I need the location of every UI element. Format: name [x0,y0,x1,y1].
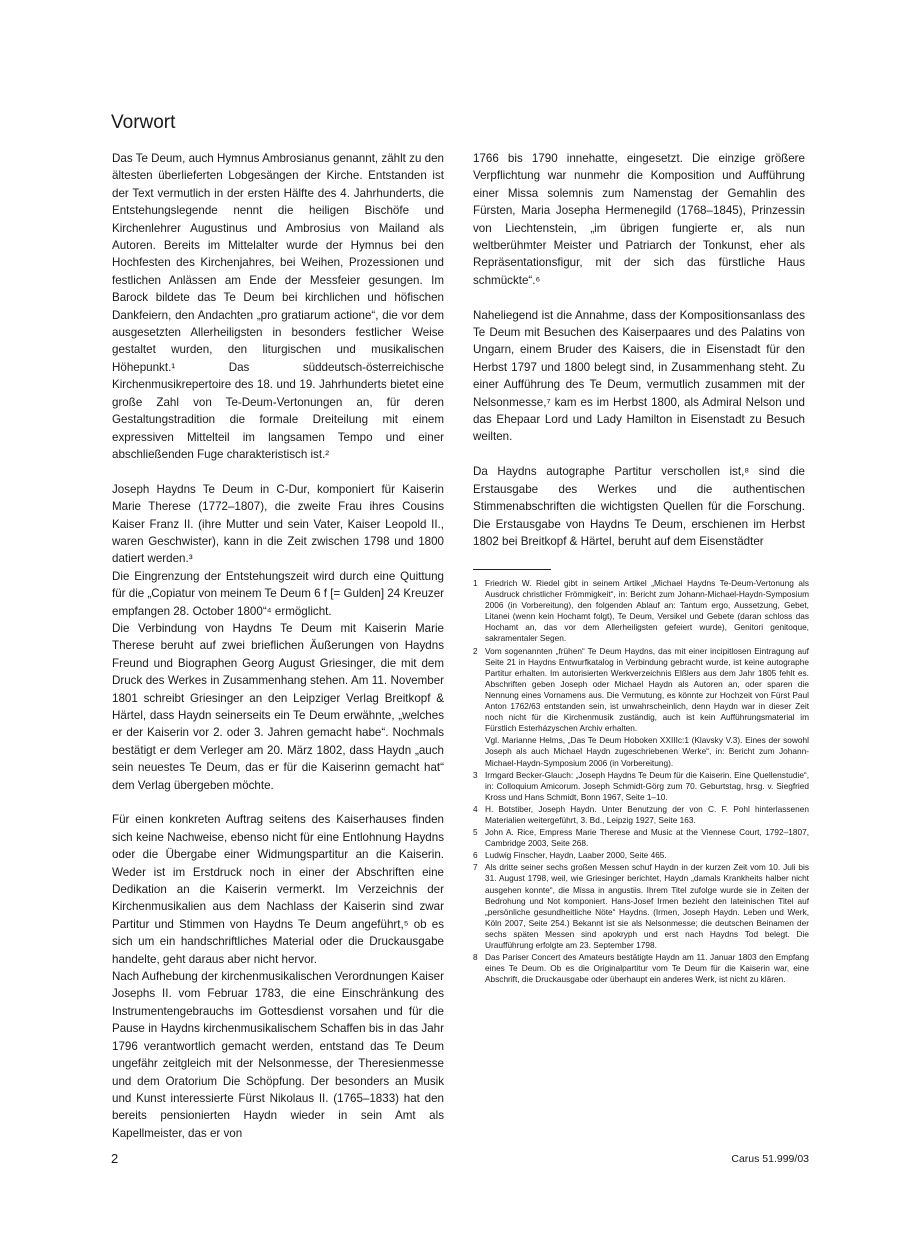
footnote [473,827,809,849]
footnote [473,862,809,951]
footnote-text: Als dritte seiner sechs großen Messen schuf Haydn in der kurzen Zeit vom 10. Juli bis 31. August 1798, weil, wie Griesinger berichtet, Haydn „damals Krankheits halber nicht ausgehen konnte“, die Missa in angustiis. Ihrem Titel zufolge wurde sie in Zeiten der Bedrohung und Not komponiert. Hans-Josef Irmen bezieht den lateinischen Titel auf „persönliche gesundheitliche Nöte“ Haydns. (Irmen, Joseph Haydn. Leben und Werk, Köln 2007, Seite 254.) Bekannt ist sie als Nelsonmesse; die deutschen Beinamen der sechs späten Messen sind apokryph und erst nach Haydns Tod belegt. Die Uraufführung erfolgte am 23. September 1798. [485,862,809,950]
page-title: Vorwort [111,112,176,133]
paragraph: Die Verbindung von Haydns Te Deum mit Kaiserin Marie Therese beruht auf zwei brieflichen Äußerungen von Haydns Freund und Biographen Georg August Griesinger, die mit dem Druck des Werkes in Zusammenhang stehen. Am 11. November 1801 schreibt Griesinger an den Leipziger Verlag Breitkopf & Härtel, dass Haydn seinerseits ein Te Deum erwähnte, „welches er der Kaiserin vor 2. oder 3. Jahren gemacht habe“. Nochmals bestätigt er dem Verleger am 20. März 1802, dass Haydn „auch sein neuestes Te Deum, das er für die Kaiserinn gemacht hat“ dem Verlag übergeben möchte. [112,621,444,792]
paragraph: Da Haydns autographe Partitur verschollen ist,⁸ sind die Erstausgabe des Werkes und die authentischen Stimmenabschriften die wichtigsten Quellen für die Forschung. Die Erstausgabe von Haydns Te Deum, erschienen im Herbst 1802 bei Breitkopf & Härtel, beruht auf dem Eisenstädter [473,465,805,548]
paragraph: Nach Aufhebung der kirchenmusikalischen Verordnungen Kaiser Josephs II. vom Februar 1783, die eine Einschränkung des Instrumentengebrauchs im Gottesdienst vorsahen und für die Pause in Haydns kirchenmusikalischem Schaffen bis in das Jahr 1796 verantwortlich gemacht werden, entstand das Te Deum ungefähr zeitgleich mit der Nelsonmesse, der Theresienmesse und dem Oratorium Die Schöpfung. Der besonders an Musik und Kunst interessierte Fürst Nikolaus II. (1765–1833) hat den bereits pensionierten Haydn wieder in sein Amt als Kapellmeister, das er von [112,970,444,1140]
footnote-number: 4 [473,803,478,814]
paragraph: Joseph Haydns Te Deum in C-Dur, komponiert für Kaiserin Marie Therese (1772–1807), die zweite Frau ihres Cousins Kaiser Franz II. (ihre Mutter und sein Vater, Kaiser Leopold II., waren Geschwister), kann in die Zeit zwischen 1798 und 1800 datiert werden.³ [112,482,444,566]
footnote [473,804,809,826]
footnote-text: Friedrich W. Riedel gibt in seinem Artikel „Michael Haydns Te-Deum-Vertonung als Ausdruck christlicher Frömmigkeit“, in: Bericht zum Johann-Michael-Haydn-Symposium 2006 (in Vorbereitung), den folgenden Ablauf an: Tantum ergo, Aussetzung, Gebet, Litanei (wenn kein Hochamt folgt), Te Deum, Versikel und Gebete (daran schloss das Hochamt an, das vor dem Allerheiligsten gefeiert wurde), Genitori genitoque, sakramentaler Segen. [485,578,809,644]
paragraph: Die Eingrenzung der Entstehungszeit wird durch eine Quittung für die „Copiatur von meinem Te Deum 6 f [= Gulden] 24 Kreuzer empfangen 28. October 1800“⁴ ermöglicht. [112,569,444,618]
footnote-number: 2 [473,645,478,656]
footnote-text: Das Pariser Concert des Amateurs bestätigte Haydn am 11. Januar 1803 den Empfang eines Te Deum. Ob es die Originalpartitur vom Te Deum für die Kaiserin war, eine Abschrift, die Druckausgabe oder überhaupt ein anderes Werk, ist nicht zu klären. [485,952,809,985]
footnote-continuation: Vgl. Marianne Helms, „Das Te Deum Hoboken XXIIIc:1 (Klavsky V.3). Eines der sowohl Joseph als auch Michael Haydn zugeschriebenen Werke“, in: Bericht zum Johann-Michael-Haydn-Symposium 2006 (in Vorbereitung). [485,735,809,768]
footnote-number: 7 [473,862,478,873]
footnote-text: John A. Rice, Empress Marie Therese and Music at the Viennese Court, 1792–1807, Cambridge 2003, Seite 268. [485,827,809,849]
footnote-divider [473,569,551,570]
footnote-text: Irmgard Becker-Glauch: „Joseph Haydns Te Deum für die Kaiserin. Eine Quellenstudie“, in: Colloquium Amicorum. Joseph Schmidt-Görg zum 70. Geburtstag, hrsg. v. Siegfried Kross und Hans Schmidt, Bonn 1967, Seite 1–10. [485,769,809,802]
footnote-number: 6 [473,850,478,861]
footnote [473,646,809,735]
paragraph: Das Te Deum, auch Hymnus Ambrosianus genannt, zählt zu den ältesten überlieferten Lobgesängen der Kirche. Entstanden ist der Text vermutlich in der ersten Hälfte des 4. Jahrhunderts, die Entstehungslegende nennt die heiligen Bischöfe und Kirchenlehrer Augustinus und Ambrosius von Mailand als Autoren. Bereits im Mittelalter wurde der Hymnus bei den Hochfesten des Kirchenjahres, bei Weihen, Prozessionen und festlichen Anlässen am Ende der Messfeier gesungen. Im Barock bildete das Te Deum bei kirchlichen und höfischen Dankfeiern, den Andachten „pro gratiarum actione“, die vor dem ausgesetzten Allerheiligsten in besonders festlicher Weise gestaltet wurden, den liturgischen und musikalischen Höhepunkt.¹ Das süddeutsch-österreichische Kirchenmusikrepertoire des 18. und 19. Jahrhunderts bietet eine große Zahl von Te-Deum-Vertonungen an, für deren Gestaltungstradition die formale Dreiteilung mit einem expressiven Mittelteil im langsamen Tempo und einer abschließenden Fuge charakteristisch ist.² [112,152,444,461]
footnote [473,952,809,985]
footnote-number: 8 [473,952,478,963]
right-column [473,150,805,550]
footnotes [473,578,809,986]
footnote [473,850,809,861]
left-column [112,150,444,1142]
footnote-text: H. Botstiber, Joseph Haydn. Unter Benutzung der von C. F. Pohl hinterlassenen Materialien weitergeführt, 3. Bd., Leipzig 1927, Seite 163. [485,803,809,825]
footnote-number: 5 [473,827,478,838]
footnote-text: Ludwig Finscher, Haydn, Laaber 2000, Seite 465. [485,850,667,861]
paragraph: Naheliegend ist die Annahme, dass der Kompositionsanlass des Te Deum mit Besuchen des Kaiserpaares und des Palatins von Ungarn, einem Bruder des Kaisers, die in Eisenstadt für den Herbst 1797 und 1800 belegt sind, in Zusammenhang steht. Zu einer Aufführung des Te Deum, vermutlich zusammen mit der Nelsonmesse,⁷ kam es im Herbst 1800, als Admiral Nelson und das Ehepaar Lord und Lady Hamilton in Eisenstadt zu Besuch weilten. [473,308,805,444]
catalog-number: Carus 51.999/03 [731,1153,809,1165]
footnote-text: Vom sogenannten „frühen“ Te Deum Haydns, das mit einer incipitlosen Eintragung auf Seite 21 in Haydns Entwurfkatalog in Verbindung gebracht wurde, ist keine autographe Partitur erhalten. Im autorisierten Werkverzeichnis Elßlers aus dem Jahr 1805 fehlt es. Abschriften geben Joseph oder Michael Haydn als Autoren an, oder sparen die Nennung eines Vornamens aus. Die Vermutung, es könnte zur Hochzeit von Fürst Paul Anton 1762/63 entstanden sein, ist unwahrscheinlich, denn Haydn war in dieser Zeit noch nicht für die Kirchenmusik zuständig, auch ist kein Aufführungsmaterial im Fürstlich Esterházyschen Archiv erhalten. [485,645,809,734]
footnote [473,770,809,803]
footnote-number: 1 [473,578,478,588]
footnote-number: 3 [473,769,478,780]
footnote [473,578,809,645]
paragraph: 1766 bis 1790 innehatte, eingesetzt. Die einzige größere Verpflichtung war nunmehr die Komposition und Aufführung einer Missa solemnis zum Namenstag der Gemahlin des Fürsten, Maria Josepha Hermenegild (1768–1845), Prinzessin von Liechtenstein, „im übrigen fungierte er, als nun weltberühmter Meister und Patriarch der Tonkunst, eher als Repräsentationsfigur, mit der sich das fürstliche Haus schmückte“.⁶ [473,152,805,287]
page-number: 2 [111,1151,119,1166]
paragraph: Für einen konkreten Auftrag seitens des Kaiserhauses finden sich keine Nachweise, ebenso nicht für eine Entlohnung Haydns oder die Übergabe einer Widmungspartitur an die Kaiserin. Weder ist im Erstdruck noch in einer der Abschriften eine Dedikation an die Kaiserin vermerkt. Im Verzeichnis der Kirchenmusikalien aus dem Nachlass der Kaiserin sind zwar Partitur und Stimmen von Haydns Te Deum angeführt,⁵ ob es sich um ein handschriftliches Material oder die Druckausgabe handelte, geht daraus aber nicht hervor. [112,813,444,966]
